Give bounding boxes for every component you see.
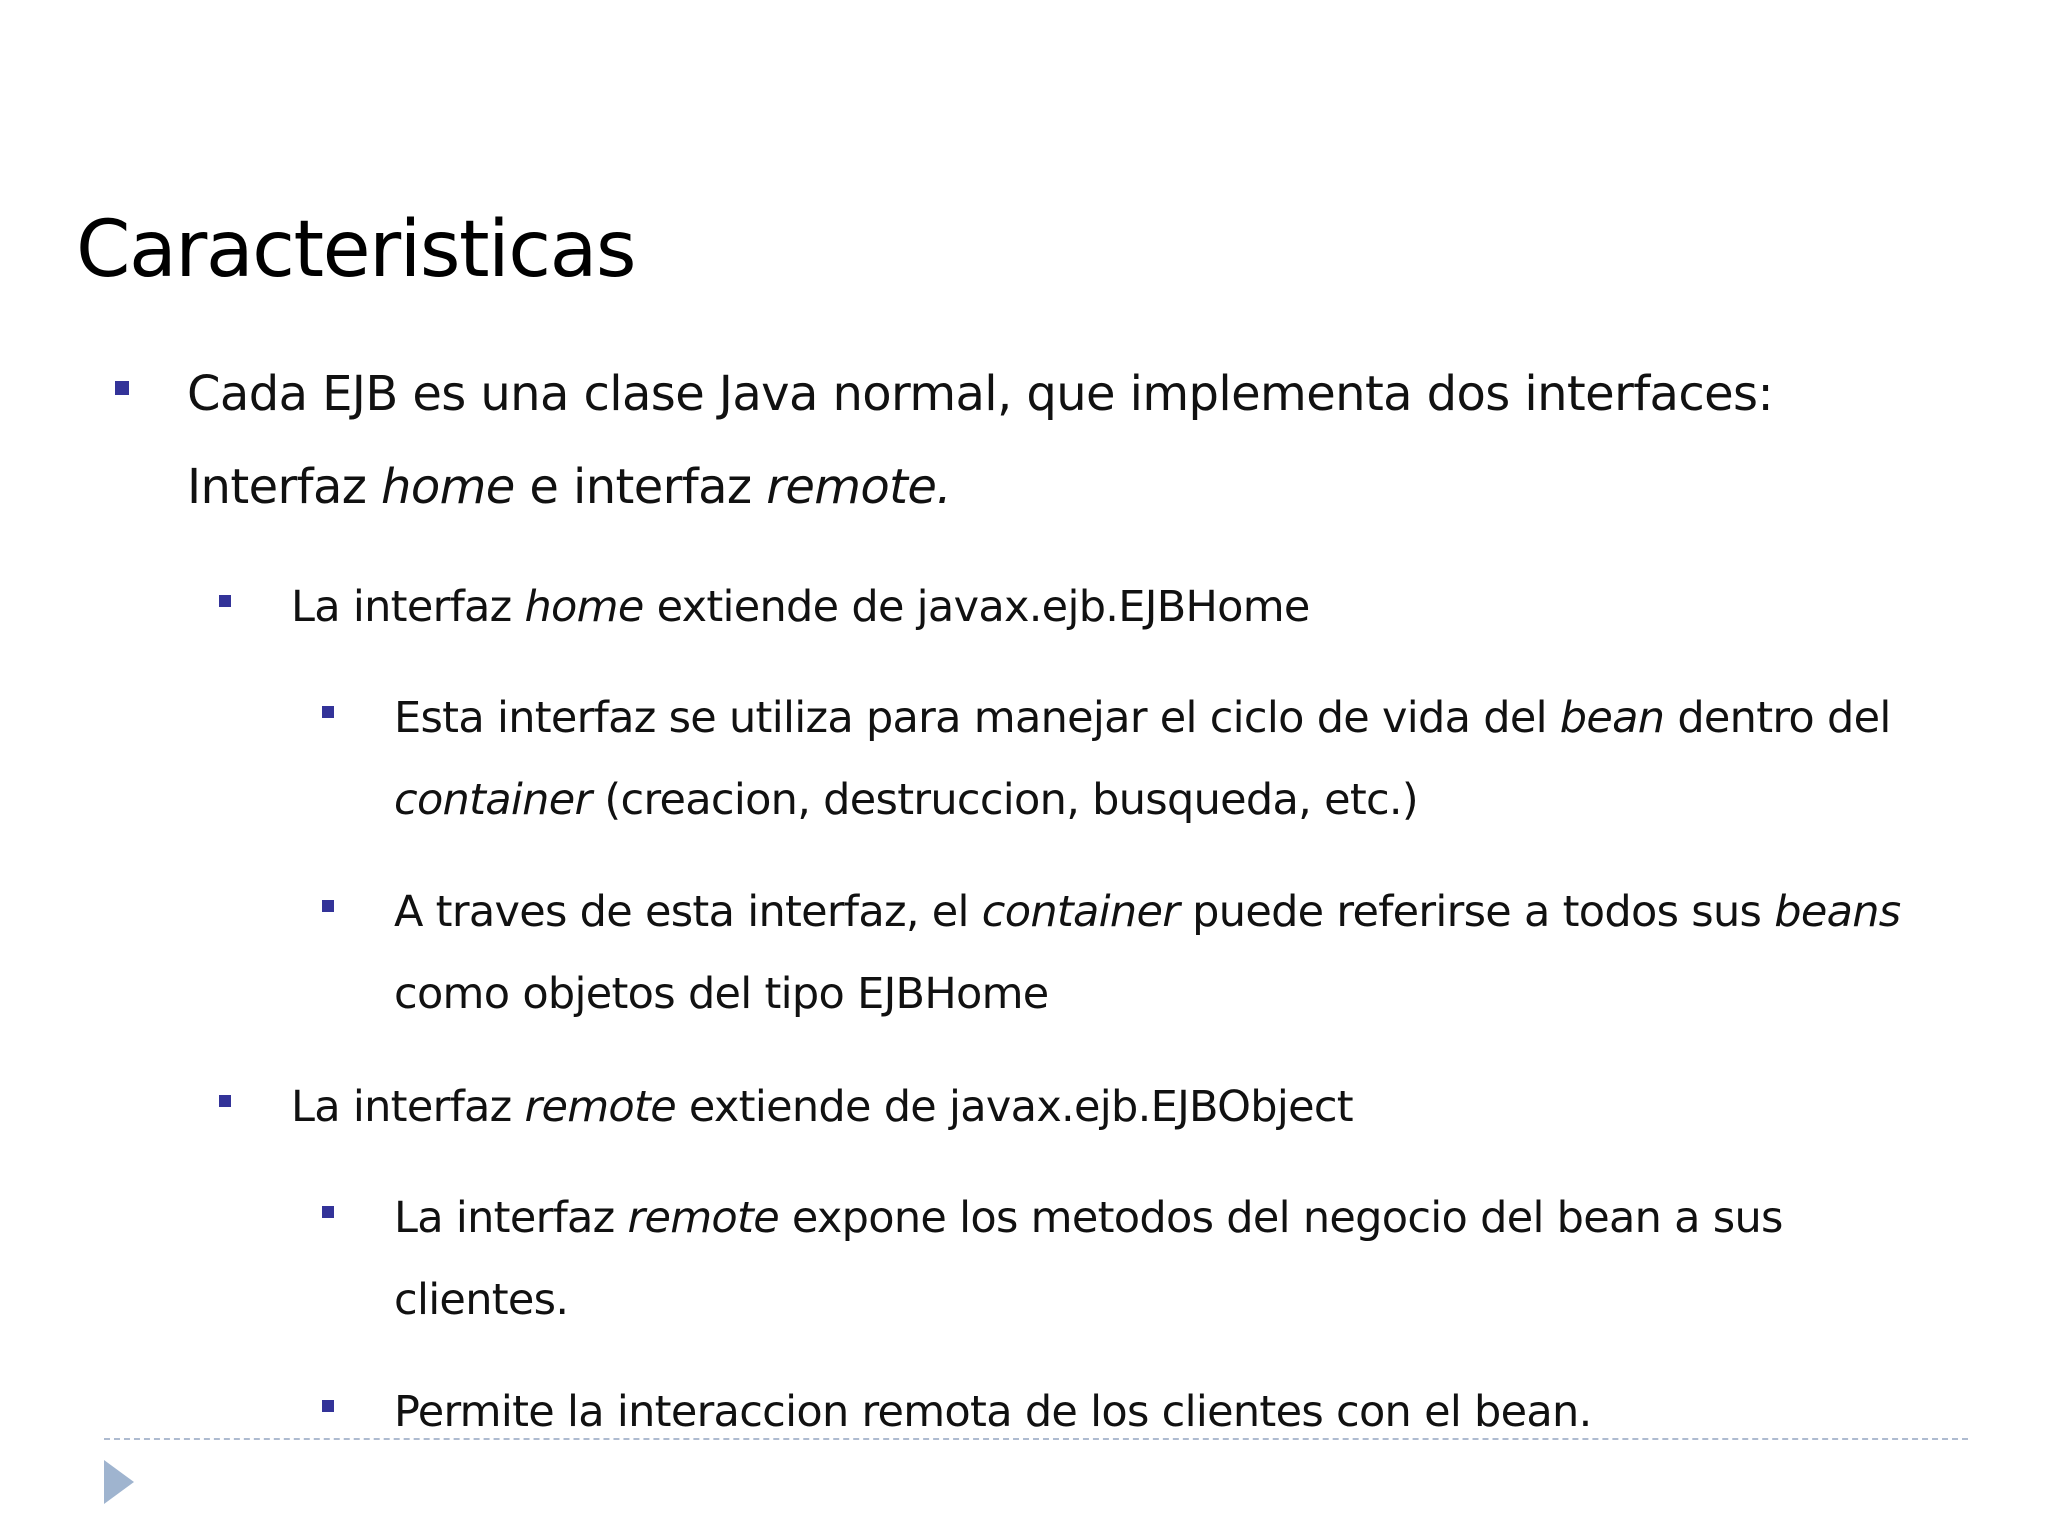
bullet-line: La interfaz home extiende de javax.ejb.EJBHome xyxy=(291,582,1310,632)
bullet-item xyxy=(187,348,1927,534)
square-bullet-icon xyxy=(219,1095,231,1107)
italic-term: container xyxy=(981,887,1180,937)
italic-term: container xyxy=(394,775,592,825)
bullet-line: clientes. xyxy=(394,1275,569,1325)
play-arrow-icon xyxy=(104,1460,134,1504)
bullet-item xyxy=(394,871,1934,1035)
bullet-item xyxy=(291,566,1931,648)
bullet-line: Permite la interaccion remota de los clientes con el bean. xyxy=(394,1387,1592,1437)
italic-term: remote. xyxy=(766,459,951,515)
italic-term: home xyxy=(524,582,644,632)
bullet-item xyxy=(394,677,1934,841)
bullet-item xyxy=(394,1371,1934,1453)
bullet-line: La interfaz remote extiende de javax.ejb.EJBObject xyxy=(291,1082,1353,1132)
square-bullet-icon xyxy=(322,900,334,912)
italic-term: remote xyxy=(524,1082,676,1132)
italic-term: beans xyxy=(1774,887,1901,937)
square-bullet-icon xyxy=(322,706,334,718)
bullet-line: Esta interfaz se utiliza para manejar el ciclo de vida del bean dentro del xyxy=(394,693,1891,743)
square-bullet-icon xyxy=(115,381,129,395)
bullet-line: La interfaz remote expone los metodos del negocio del bean a sus xyxy=(394,1193,1783,1243)
square-bullet-icon xyxy=(219,595,231,607)
footer-divider xyxy=(104,1438,1968,1440)
bullet-line: A traves de esta interfaz, el container puede referirse a todos sus beans xyxy=(394,887,1901,937)
slide-title: Caracteristicas xyxy=(76,205,636,295)
italic-term: home xyxy=(381,459,515,515)
italic-term: bean xyxy=(1559,693,1665,743)
bullet-line: Cada EJB es una clase Java normal, que implementa dos interfaces: xyxy=(187,366,1774,422)
bullet-line: Interfaz home e interfaz remote. xyxy=(187,459,951,515)
bullet-item xyxy=(394,1177,1934,1341)
bullet-line: container (creacion, destruccion, busqueda, etc.) xyxy=(394,775,1418,825)
bullet-line: como objetos del tipo EJBHome xyxy=(394,969,1049,1019)
square-bullet-icon xyxy=(322,1206,334,1218)
italic-term: remote xyxy=(627,1193,779,1243)
square-bullet-icon xyxy=(322,1400,334,1412)
bullet-item xyxy=(291,1066,1931,1148)
